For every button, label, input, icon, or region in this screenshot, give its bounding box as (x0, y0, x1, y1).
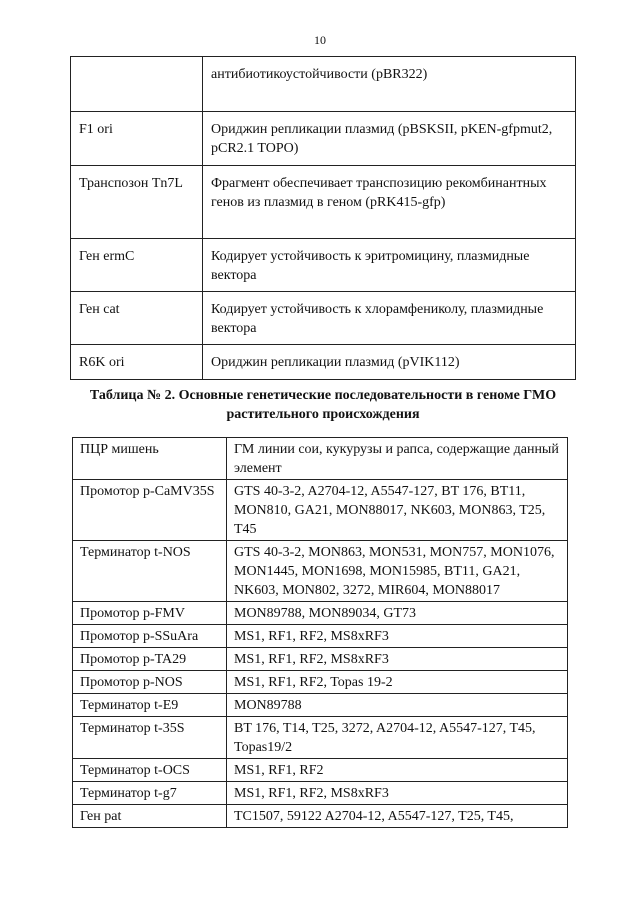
table-cell-description: Кодирует устойчивость к хлорамфениколу, плазмидные вектора (203, 292, 576, 345)
table-row (73, 782, 568, 805)
table-row (73, 759, 568, 782)
table-cell-lines: TC1507, 59122 A2704-12, A5547-127, T25, T45, (227, 805, 568, 828)
table-cell-target: Промотор p-FMV (73, 602, 227, 625)
table-cell-description: Кодирует устойчивость к эритромицину, плазмидные вектора (203, 239, 576, 292)
table-cell-description: Ориджин репликации плазмид (pBSKSII, pKEN-gfpmut2, pCR2.1 TOPO) (203, 112, 576, 166)
page-number: 10 (314, 33, 326, 47)
genetic-elements-table (70, 56, 576, 380)
table-cell-target: Терминатор t-OCS (73, 759, 227, 782)
table-cell-element (71, 57, 203, 112)
table-row (73, 648, 568, 671)
table-cell-lines: MS1, RF1, RF2, MS8xRF3 (227, 625, 568, 648)
table-cell-description: Фрагмент обеспечивает транспозицию рекомбинантных генов из плазмид в геном (pRK415-gfp) (203, 166, 576, 239)
table-row (73, 480, 568, 541)
table-cell-target: Промотор p-SSuAra (73, 625, 227, 648)
table-cell-lines: BT 176, T14, T25, 3272, A2704-12, A5547-127, T45, Topas19/2 (227, 717, 568, 759)
table-caption: Таблица № 2. Основные генетические последовательности в геноме ГМО растительного происхождения (89, 388, 557, 422)
table-row (73, 625, 568, 648)
table-cell-lines: MS1, RF1, RF2, Topas 19-2 (227, 671, 568, 694)
table-cell-element: F1 ori (71, 112, 203, 166)
table-cell-description: антибиотикоустойчивости (pBR322) (203, 57, 576, 112)
table-row (73, 805, 568, 828)
table-row (71, 112, 576, 166)
table-row (71, 345, 576, 380)
table-cell-target: Терминатор t-g7 (73, 782, 227, 805)
table-row (73, 602, 568, 625)
table-cell-description: Ориджин репликации плазмид (pVIK112) (203, 345, 576, 380)
table-row (73, 671, 568, 694)
table-cell-target: Промотор p-NOS (73, 671, 227, 694)
table-cell-lines: MON89788 (227, 694, 568, 717)
table-cell-target: Промотор p-CaMV35S (73, 480, 227, 541)
table-cell-element: Ген ermC (71, 239, 203, 292)
table-cell-lines: MS1, RF1, RF2, MS8xRF3 (227, 648, 568, 671)
table-row (71, 166, 576, 239)
table-row (71, 292, 576, 345)
table-row (71, 57, 576, 112)
table-cell-target: Терминатор t-E9 (73, 694, 227, 717)
table-row (73, 694, 568, 717)
table-row (73, 541, 568, 602)
table-cell-lines: GTS 40-3-2, A2704-12, A5547-127, BT 176, BT11, MON810, GA21, MON88017, NK603, MON863, T25, T45 (227, 480, 568, 541)
gmo-sequences-table (72, 437, 568, 828)
table-cell-target: Терминатор t-35S (73, 717, 227, 759)
table-cell-lines: MS1, RF1, RF2, MS8xRF3 (227, 782, 568, 805)
table-cell-element: Транспозон Tn7L (71, 166, 203, 239)
header-cell-pcr-target: ПЦР мишень (73, 438, 227, 480)
table-cell-lines: MS1, RF1, RF2 (227, 759, 568, 782)
table-cell-element: R6K ori (71, 345, 203, 380)
table-row (71, 239, 576, 292)
header-cell-gm-lines: ГМ линии сои, кукурузы и рапса, содержащие данный элемент (227, 438, 568, 480)
table-cell-lines: GTS 40-3-2, MON863, MON531, MON757, MON1076, MON1445, MON1698, MON15985, BT11, GA21, NK603, MON802, 3272, MIR604, MON88017 (227, 541, 568, 602)
table-cell-target: Терминатор t-NOS (73, 541, 227, 602)
table-cell-lines: MON89788, MON89034, GT73 (227, 602, 568, 625)
table-row (73, 717, 568, 759)
table-cell-element: Ген cat (71, 292, 203, 345)
table-cell-target: Промотор p-TA29 (73, 648, 227, 671)
table-cell-target: Ген pat (73, 805, 227, 828)
table-header-row (73, 438, 568, 480)
